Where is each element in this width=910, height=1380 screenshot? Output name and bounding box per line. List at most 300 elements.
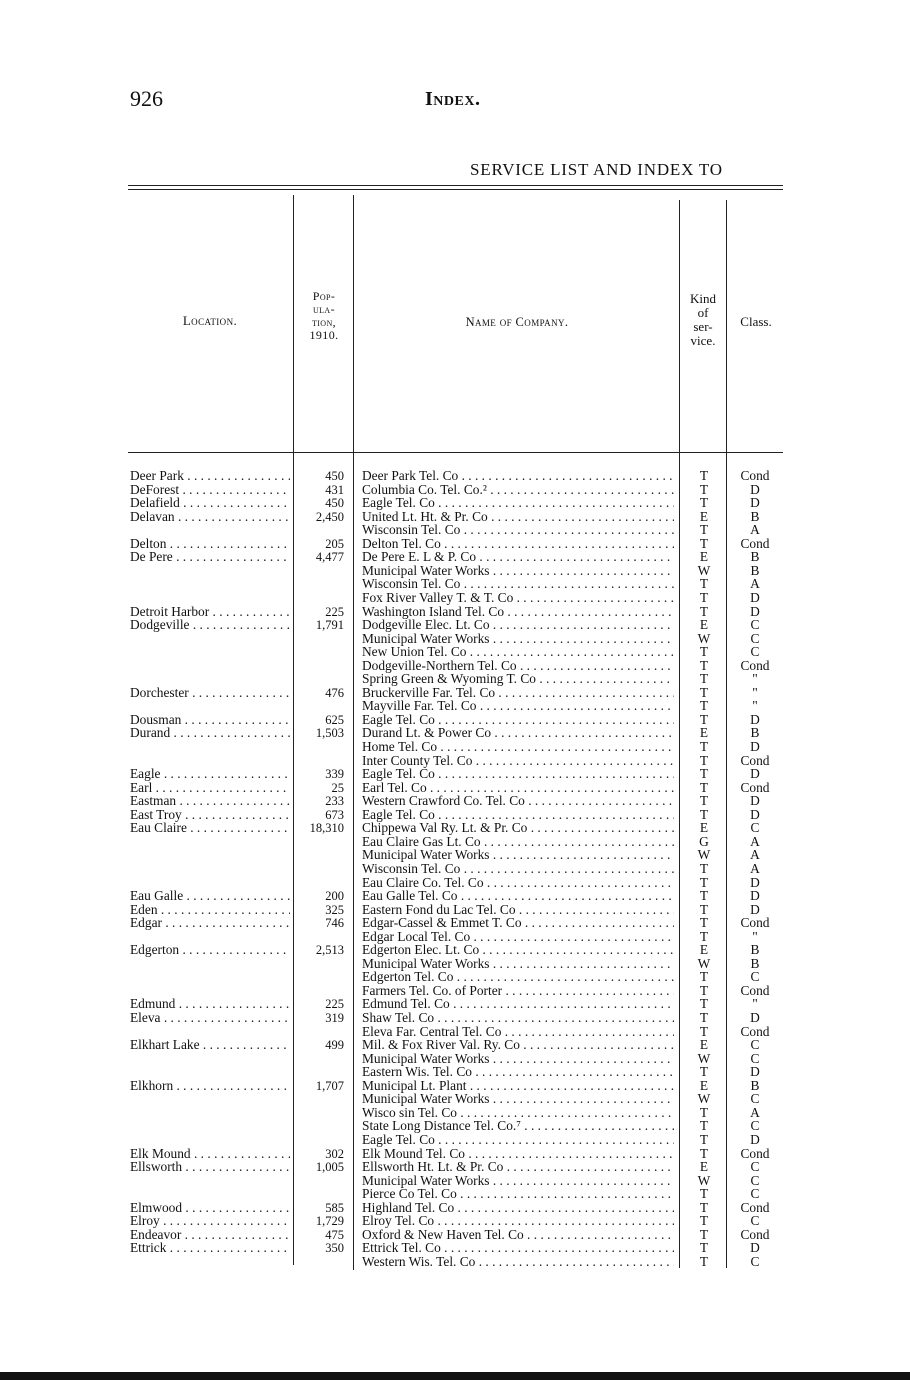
location-cell: Eleva . . . xyxy=(130,1011,290,1025)
class-cell: D xyxy=(750,739,760,754)
class-cell: Cond xyxy=(740,779,770,795)
company-cell: Edmund Tel. Co . . . xyxy=(362,997,674,1011)
table-row xyxy=(0,1228,910,1242)
class-cell: " xyxy=(752,698,758,714)
class-cell: Cond xyxy=(740,468,770,483)
location-cell: Eden . . . xyxy=(130,903,290,917)
table-top-rule-2 xyxy=(128,189,783,190)
company-cell: Municipal Water Works . . . xyxy=(362,1092,674,1106)
location-cell: Earl . . . xyxy=(130,781,290,795)
class-cell: D xyxy=(750,481,760,497)
kind-of-service-cell: T xyxy=(699,1023,709,1039)
kind-of-service-cell: W xyxy=(697,562,711,578)
kind-of-service-cell: T xyxy=(699,739,709,754)
table-row xyxy=(0,943,910,957)
table-row xyxy=(0,1133,910,1147)
company-cell: Earl Tel. Co . . . xyxy=(362,781,674,795)
class-cell: D xyxy=(750,589,760,605)
kind-of-service-cell: T xyxy=(699,888,709,904)
company-cell: Durand Lt. & Power Co . . . xyxy=(362,726,674,740)
header-population-line: 1910. xyxy=(309,328,339,342)
class-cell: Cond xyxy=(740,915,770,931)
class-cell: D xyxy=(750,874,760,890)
class-cell: " xyxy=(752,928,758,944)
population-cell: 319 xyxy=(325,1011,344,1025)
class-cell: " xyxy=(752,671,758,687)
company-cell: United Lt. Ht. & Pr. Co . . . xyxy=(362,510,674,524)
class-cell: C xyxy=(750,1091,760,1107)
class-cell: D xyxy=(750,1010,760,1025)
location-cell: Elk Mound . . . xyxy=(130,1147,290,1161)
location-cell: East Troy . . . xyxy=(130,808,290,822)
kind-of-service-cell: T xyxy=(699,1213,709,1229)
table-row xyxy=(0,1106,910,1120)
kind-of-service-cell: E xyxy=(699,549,709,565)
table-row xyxy=(0,1052,910,1066)
page-number: 926 xyxy=(130,86,163,111)
table-row xyxy=(0,605,910,619)
company-cell: Columbia Co. Tel. Co.² . . . xyxy=(362,483,674,497)
table-row xyxy=(0,794,910,808)
location-cell: Endeavor . . . xyxy=(130,1228,290,1242)
company-cell: Eagle Tel. Co . . . xyxy=(362,767,674,781)
kind-of-service-cell: T xyxy=(699,766,709,782)
table-row xyxy=(0,699,910,713)
population-cell: 1,791 xyxy=(315,618,344,633)
company-cell: Eastern Wis. Tel. Co . . . xyxy=(362,1065,674,1079)
company-cell: Elk Mound Tel. Co . . . xyxy=(362,1147,674,1161)
table-row xyxy=(0,984,910,998)
section-title: SERVICE LIST AND INDEX TO xyxy=(470,160,723,179)
location-cell: Ellsworth . . . xyxy=(130,1160,290,1174)
class-cell: Cond xyxy=(740,535,770,551)
location-cell: Eau Galle . . . xyxy=(130,889,290,903)
class-cell: " xyxy=(752,684,758,700)
kind-of-service-cell: T xyxy=(699,535,709,551)
population-cell: 431 xyxy=(325,482,344,497)
table-row xyxy=(0,1201,910,1215)
header-population xyxy=(296,290,352,342)
kind-of-service-cell: T xyxy=(699,1010,709,1025)
table-row xyxy=(0,754,910,768)
kind-of-service-cell: T xyxy=(699,793,709,809)
table-row xyxy=(0,889,910,903)
company-cell: Elroy Tel. Co . . . xyxy=(362,1214,674,1228)
company-cell: Municipal Lt. Plant . . . xyxy=(362,1079,674,1093)
class-cell: Cond xyxy=(740,1226,770,1242)
kind-of-service-cell: T xyxy=(699,468,709,483)
kind-of-service-cell: E xyxy=(699,508,709,524)
header-class: Class. xyxy=(740,314,772,329)
company-cell: Eau Claire Gas Lt. Co . . . xyxy=(362,835,674,849)
kind-of-service-cell: T xyxy=(699,495,709,511)
company-cell: Deer Park Tel. Co . . . xyxy=(362,469,674,483)
company-cell: Shaw Tel. Co . . . xyxy=(362,1011,674,1025)
class-cell: Cond xyxy=(740,752,770,768)
population-cell: 475 xyxy=(325,1227,344,1242)
kind-of-service-cell: T xyxy=(699,1064,709,1080)
kind-of-service-cell: T xyxy=(699,589,709,605)
header-bottom-rule xyxy=(128,452,783,453)
location-cell: Elmwood . . . xyxy=(130,1201,290,1215)
table-row xyxy=(0,686,910,700)
location-cell: Deer Park . . . xyxy=(130,469,290,483)
kind-of-service-cell: T xyxy=(699,915,709,931)
company-cell: Wisconsin Tel. Co . . . xyxy=(362,862,674,876)
company-cell: Dodgeville-Northern Tel. Co . . . xyxy=(362,659,674,673)
population-cell: 1,707 xyxy=(315,1078,344,1093)
population-cell: 2,450 xyxy=(315,509,344,524)
company-cell: Highland Tel. Co . . . xyxy=(362,1201,674,1215)
class-cell: D xyxy=(750,888,760,904)
kind-of-service-cell: T xyxy=(699,996,709,1012)
table-row xyxy=(0,862,910,876)
company-cell: Chippewa Val Ry. Lt. & Pr. Co . . . xyxy=(362,821,674,835)
class-cell: C xyxy=(750,1159,760,1175)
kind-of-service-cell: T xyxy=(699,901,709,917)
table-row xyxy=(0,632,910,646)
class-cell: D xyxy=(750,603,760,619)
kind-of-service-cell: T xyxy=(699,576,709,592)
kind-of-service-cell: T xyxy=(699,1240,709,1256)
kind-of-service-cell: T xyxy=(699,711,709,727)
kind-of-service-cell: E xyxy=(699,820,709,836)
class-cell: A xyxy=(750,1104,760,1120)
header-kind-line: Kind xyxy=(690,291,716,306)
table-row xyxy=(0,1025,910,1039)
header-population-line: ula- xyxy=(312,302,336,316)
kind-of-service-cell: T xyxy=(699,522,709,538)
table-row xyxy=(0,1038,910,1052)
location-cell: Ettrick . . . xyxy=(130,1241,290,1255)
company-cell: State Long Distance Tel. Co.⁷ . . . xyxy=(362,1119,674,1133)
class-cell: B xyxy=(750,725,760,741)
table-row xyxy=(0,997,910,1011)
class-cell: D xyxy=(750,806,760,822)
company-cell: Western Wis. Tel. Co . . . xyxy=(362,1255,674,1269)
table-row xyxy=(0,1160,910,1174)
table-row xyxy=(0,916,910,930)
location-cell: Eastman . . . xyxy=(130,794,290,808)
company-cell: Western Crawford Co. Tel. Co . . . xyxy=(362,794,674,808)
table-row xyxy=(0,970,910,984)
company-cell: Fox River Valley T. & T. Co . . . xyxy=(362,591,674,605)
kind-of-service-cell: W xyxy=(697,630,711,646)
class-cell: C xyxy=(750,1050,760,1066)
kind-of-service-cell: T xyxy=(699,1199,709,1215)
company-cell: Inter County Tel. Co . . . xyxy=(362,754,674,768)
location-cell: Edgerton . . . xyxy=(130,943,290,957)
company-cell: Mayville Far. Tel. Co . . . xyxy=(362,699,674,713)
class-cell: D xyxy=(750,1240,760,1256)
kind-of-service-cell: E xyxy=(699,725,709,741)
class-cell: C xyxy=(750,1118,760,1134)
company-cell: Wisco sin Tel. Co . . . xyxy=(362,1106,674,1120)
kind-of-service-cell: T xyxy=(699,481,709,497)
table-row xyxy=(0,1255,910,1269)
kind-of-service-cell: E xyxy=(699,617,709,633)
table-row xyxy=(0,537,910,551)
running-head: Index. xyxy=(425,88,481,110)
company-cell: Eastern Fond du Lac Tel. Co . . . xyxy=(362,903,674,917)
class-cell: D xyxy=(750,793,760,809)
location-cell: Delavan . . . xyxy=(130,510,290,524)
table-row xyxy=(0,672,910,686)
kind-of-service-cell: T xyxy=(699,698,709,714)
population-cell: 746 xyxy=(325,916,344,931)
header-location: Location. xyxy=(182,313,238,328)
location-cell: Delton . . . xyxy=(130,537,290,551)
class-cell: D xyxy=(750,711,760,727)
population-cell: 1,729 xyxy=(315,1214,344,1229)
table-row xyxy=(0,740,910,754)
population-cell: 1,503 xyxy=(315,726,344,741)
company-cell: Oxford & New Haven Tel. Co . . . xyxy=(362,1228,674,1242)
population-cell: 205 xyxy=(325,536,344,551)
table-row xyxy=(0,496,910,510)
class-cell: C xyxy=(750,1172,760,1188)
header-kind-line: vice. xyxy=(690,333,716,348)
population-cell: 200 xyxy=(325,889,344,904)
company-cell: Delton Tel. Co . . . xyxy=(362,537,674,551)
population-cell: 18,310 xyxy=(309,821,344,836)
location-cell: Edgar . . . xyxy=(130,916,290,930)
class-cell: A xyxy=(750,860,760,876)
population-cell: 225 xyxy=(325,604,344,619)
kind-of-service-cell: W xyxy=(697,1172,711,1188)
kind-of-service-cell: T xyxy=(699,1131,709,1147)
class-cell: " xyxy=(752,996,758,1012)
company-cell: Municipal Water Works . . . xyxy=(362,632,674,646)
company-cell: Edgar-Cassel & Emmet T. Co . . . xyxy=(362,916,674,930)
table-row xyxy=(0,1214,910,1228)
table-row xyxy=(0,848,910,862)
class-cell: D xyxy=(750,1064,760,1080)
table-row xyxy=(0,1187,910,1201)
kind-of-service-cell: T xyxy=(699,860,709,876)
population-cell: 225 xyxy=(325,997,344,1012)
class-cell: C xyxy=(750,1037,760,1053)
population-cell: 350 xyxy=(325,1241,344,1256)
kind-of-service-cell: T xyxy=(699,671,709,687)
company-cell: Washington Island Tel. Co . . . xyxy=(362,605,674,619)
location-cell: Dorchester . . . xyxy=(130,686,290,700)
class-cell: C xyxy=(750,820,760,836)
company-cell: Edgerton Tel. Co . . . xyxy=(362,970,674,984)
population-cell: 233 xyxy=(325,794,344,809)
table-row xyxy=(0,835,910,849)
location-cell: De Pere . . . xyxy=(130,550,290,564)
header-kind-line: of xyxy=(697,305,709,320)
kind-of-service-cell: T xyxy=(699,1104,709,1120)
kind-of-service-cell: W xyxy=(697,955,711,971)
population-cell: 339 xyxy=(325,767,344,782)
table-row xyxy=(0,618,910,632)
table-row xyxy=(0,1147,910,1161)
header-kind-line: ser- xyxy=(693,319,713,334)
class-cell: Cond xyxy=(740,657,770,673)
population-cell: 585 xyxy=(325,1200,344,1215)
class-cell: A xyxy=(750,576,760,592)
kind-of-service-cell: E xyxy=(699,1159,709,1175)
class-cell: D xyxy=(750,1131,760,1147)
table-row xyxy=(0,591,910,605)
header-company: Name of Company. xyxy=(465,315,569,329)
table-row xyxy=(0,564,910,578)
table-row xyxy=(0,1065,910,1079)
kind-of-service-cell: W xyxy=(697,847,711,863)
location-cell: Edmund . . . xyxy=(130,997,290,1011)
header-population-line: Pop- xyxy=(312,289,336,303)
class-cell: C xyxy=(750,1186,760,1202)
table-row xyxy=(0,1011,910,1025)
table-row xyxy=(0,1079,910,1093)
class-cell: D xyxy=(750,766,760,782)
kind-of-service-cell: T xyxy=(699,657,709,673)
kind-of-service-cell: T xyxy=(699,1226,709,1242)
table-row xyxy=(0,876,910,890)
header-population-line: tion, xyxy=(311,315,337,329)
table-row xyxy=(0,957,910,971)
table-row xyxy=(0,1092,910,1106)
location-cell: Eagle . . . xyxy=(130,767,290,781)
population-cell: 2,513 xyxy=(315,943,344,958)
class-cell: B xyxy=(750,549,760,565)
kind-of-service-cell: T xyxy=(699,928,709,944)
population-cell: 625 xyxy=(325,712,344,727)
location-cell: Detroit Harbor . . . xyxy=(130,605,290,619)
company-cell: Eagle Tel. Co . . . xyxy=(362,496,674,510)
population-cell: 325 xyxy=(325,902,344,917)
class-cell: Cond xyxy=(740,1023,770,1039)
location-cell: Elkhorn . . . xyxy=(130,1079,290,1093)
location-cell: Dousman . . . xyxy=(130,713,290,727)
population-cell: 499 xyxy=(325,1038,344,1053)
class-cell: B xyxy=(750,942,760,958)
company-cell: Eagle Tel. Co . . . xyxy=(362,1133,674,1147)
location-cell: DeForest . . . xyxy=(130,483,290,497)
class-cell: C xyxy=(750,1213,760,1229)
table-row xyxy=(0,510,910,524)
table-row xyxy=(0,903,910,917)
class-cell: Cond xyxy=(740,1145,770,1161)
page-bottom-edge xyxy=(0,1372,910,1380)
population-cell: 450 xyxy=(325,469,344,483)
company-cell: Farmers Tel. Co. of Porter . . . xyxy=(362,984,674,998)
table-row xyxy=(0,821,910,835)
company-cell: Municipal Water Works . . . xyxy=(362,957,674,971)
class-cell: C xyxy=(750,630,760,646)
population-cell: 450 xyxy=(325,496,344,511)
header-kind xyxy=(680,292,726,348)
kind-of-service-cell: W xyxy=(697,1091,711,1107)
kind-of-service-cell: T xyxy=(699,806,709,822)
location-cell: Elroy . . . xyxy=(130,1214,290,1228)
table-row xyxy=(0,645,910,659)
table-row xyxy=(0,483,910,497)
kind-of-service-cell: W xyxy=(697,1050,711,1066)
company-cell: Home Tel. Co . . . xyxy=(362,740,674,754)
table-row xyxy=(0,1241,910,1255)
company-cell: Municipal Water Works . . . xyxy=(362,848,674,862)
kind-of-service-cell: T xyxy=(699,969,709,985)
kind-of-service-cell: T xyxy=(699,982,709,998)
kind-of-service-cell: T xyxy=(699,1253,709,1269)
company-cell: Ellsworth Ht. Lt. & Pr. Co . . . xyxy=(362,1160,674,1174)
company-cell: Municipal Water Works . . . xyxy=(362,1174,674,1188)
table-row xyxy=(0,1174,910,1188)
class-cell: C xyxy=(750,617,760,633)
kind-of-service-cell: G xyxy=(699,833,709,849)
kind-of-service-cell: E xyxy=(699,1037,709,1053)
class-cell: C xyxy=(750,1253,760,1269)
population-cell: 476 xyxy=(325,685,344,700)
location-cell: Eau Claire . . . xyxy=(130,821,290,835)
table-row xyxy=(0,781,910,795)
population-cell: 302 xyxy=(325,1146,344,1161)
company-cell: Mil. & Fox River Val. Ry. Co . . . xyxy=(362,1038,674,1052)
population-cell: 25 xyxy=(331,780,344,795)
location-cell: Delafield . . . xyxy=(130,496,290,510)
kind-of-service-cell: T xyxy=(699,779,709,795)
company-cell: Pierce Co Tel. Co . . . xyxy=(362,1187,674,1201)
table-row xyxy=(0,930,910,944)
class-cell: A xyxy=(750,833,760,849)
kind-of-service-cell: T xyxy=(699,752,709,768)
table-row xyxy=(0,1119,910,1133)
population-cell: 673 xyxy=(325,807,344,822)
kind-of-service-cell: E xyxy=(699,1077,709,1093)
company-cell: Edgar Local Tel. Co . . . xyxy=(362,930,674,944)
location-cell: Dodgeville . . . xyxy=(130,618,290,632)
location-cell: Durand . . . xyxy=(130,726,290,740)
class-cell: D xyxy=(750,495,760,511)
kind-of-service-cell: T xyxy=(699,603,709,619)
class-cell: A xyxy=(750,847,760,863)
table-row xyxy=(0,577,910,591)
kind-of-service-cell: T xyxy=(699,1118,709,1134)
table-top-rule-1 xyxy=(128,185,783,186)
company-cell: Municipal Water Works . . . xyxy=(362,1052,674,1066)
table-row xyxy=(0,767,910,781)
class-cell: B xyxy=(750,955,760,971)
company-cell: Spring Green & Wyoming T. Co . . . xyxy=(362,672,674,686)
company-cell: Wisconsin Tel. Co . . . xyxy=(362,523,674,537)
location-cell: Elkhart Lake . . . xyxy=(130,1038,290,1052)
table-row xyxy=(0,469,910,483)
kind-of-service-cell: T xyxy=(699,1145,709,1161)
table-row xyxy=(0,808,910,822)
table-row xyxy=(0,550,910,564)
company-cell: New Union Tel. Co . . . xyxy=(362,645,674,659)
company-cell: Bruckerville Far. Tel. Co . . . xyxy=(362,686,674,700)
company-cell: Municipal Water Works . . . xyxy=(362,564,674,578)
table-row xyxy=(0,713,910,727)
class-cell: C xyxy=(750,644,760,660)
class-cell: C xyxy=(750,969,760,985)
company-cell: Eagle Tel. Co . . . xyxy=(362,808,674,822)
table-row xyxy=(0,523,910,537)
kind-of-service-cell: T xyxy=(699,874,709,890)
class-cell: Cond xyxy=(740,1199,770,1215)
class-cell: A xyxy=(750,522,760,538)
class-cell: Cond xyxy=(740,982,770,998)
table-row xyxy=(0,659,910,673)
class-cell: B xyxy=(750,1077,760,1093)
population-cell: 1,005 xyxy=(315,1160,344,1175)
population-cell: 4,477 xyxy=(315,550,344,565)
kind-of-service-cell: T xyxy=(699,1186,709,1202)
